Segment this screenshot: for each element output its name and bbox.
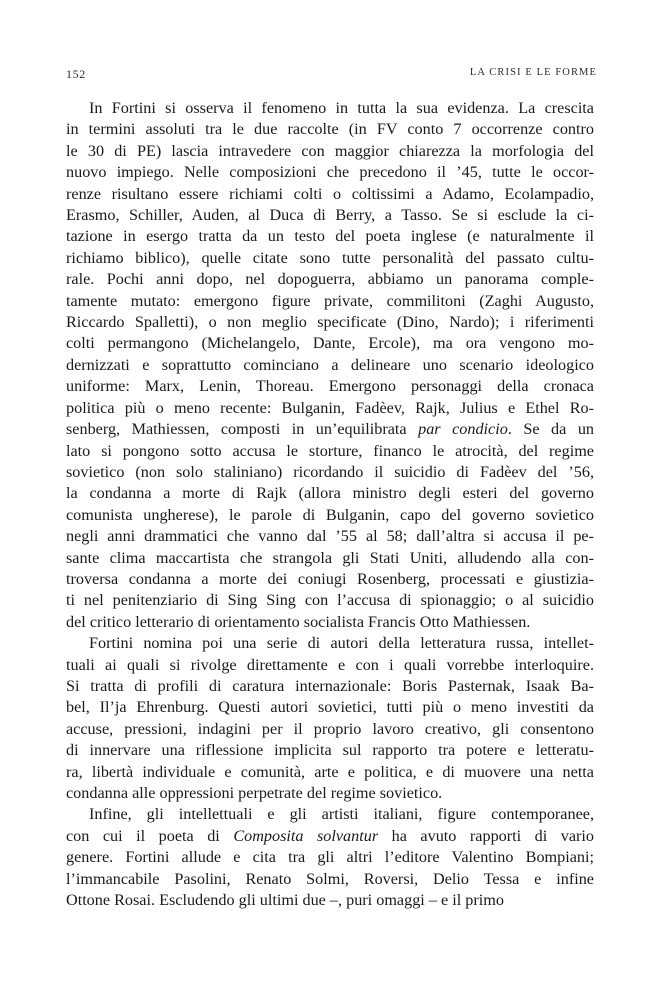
text-line: renze risultano essere richiami colti o coltissimi a Adamo, Ecolampadio, — [66, 184, 594, 203]
paragraph — [66, 804, 594, 911]
text-line: ra, libertà individuale e comunità, arte e politica, e di muovere una netta — [66, 762, 594, 781]
text-line: Ottone Rosai. Escludendo gli ultimi due –, puri omaggi – e il primo — [66, 891, 504, 910]
text-line: senberg, Mathiessen, composti in un’equilibrata par condicio. Se da un — [66, 420, 595, 439]
text-line: tamente mutato: emergono figure private, commilitoni (Zaghi Augusto, — [66, 291, 594, 310]
page-number: 152 — [66, 67, 86, 81]
text-line: comunista ungherese), le parole di Bulganin, capo del governo sovietico — [66, 505, 594, 524]
text-line: del critico letterario di orientamento socialista Francis Otto Mathiessen. — [66, 612, 531, 631]
text-line: ti nel penitenziario di Sing Sing con l’accusa di spionaggio; o al suicidio — [66, 591, 594, 610]
text-line: l’immancabile Pasolini, Renato Solmi, Roversi, Delio Tessa e infine — [66, 869, 594, 888]
paragraph — [66, 633, 594, 804]
text-line: Riccardo Spalletti), o non meglio specificate (Dino, Nardo); i riferimenti — [66, 313, 594, 332]
text-line: le 30 di PE) lascia intravedere con maggior chiarezza la morfologia del — [66, 141, 594, 160]
text-line: nuovo impiego. Nelle composizioni che precedono il ’45, tutte le occor- — [66, 163, 594, 182]
text-line: Infine, gli intellettuali e gli artisti italiani, figure contemporanee, — [89, 805, 594, 824]
text-line: tazione in esergo tratta da un testo del poeta inglese (e naturalmente il — [66, 227, 594, 246]
text-line: richiamo biblico), quelle citate sono tutte personalità del passato cultu- — [66, 248, 594, 267]
text-line: sovietico (non solo staliniano) ricordando il suicidio di Fadèev del ’56, — [66, 462, 594, 481]
text-line: politica più o meno recente: Bulganin, Fadèev, Rajk, Julius e Ethel Ro- — [66, 398, 594, 417]
text-line: Erasmo, Schiller, Auden, al Duca di Berry, a Tasso. Se si esclude la ci- — [66, 206, 594, 225]
text-line: rale. Pochi anni dopo, nel dopoguerra, abbiamo un panorama comple- — [66, 270, 594, 289]
text-line: colti permangono (Michelangelo, Dante, Ercole), ma ora vengono mo- — [66, 334, 594, 353]
text-line: tuali ai quali si rivolge direttamente e con i quali vorrebbe interloquire. — [66, 655, 594, 674]
paragraph — [66, 98, 594, 633]
text-line: Fortini nomina poi una serie di autori della letteratura russa, intellet- — [89, 634, 594, 653]
text-line: accuse, pressioni, indagini per il proprio lavoro creativo, gli consentono — [66, 719, 594, 738]
running-header — [66, 67, 597, 85]
text-line: troversa condanna a morte dei coniugi Rosenberg, processati e giustizia- — [66, 569, 594, 588]
italic-text: Composita solvantur — [233, 826, 379, 845]
text-line: uniforme: Marx, Lenin, Thoreau. Emergono personaggi della cronaca — [66, 377, 594, 396]
text-line: con cui il poeta di Composita solvantur ha avuto rapporti di vario — [66, 826, 594, 845]
text-line: bel, Il’ja Ehrenburg. Questi autori sovietici, tutti più o meno investiti da — [66, 698, 594, 717]
text-line: genere. Fortini allude e cita tra gli altri l’editore Valentino Bompiani; — [66, 848, 594, 867]
text-line: lato si pongono sotto accusa le storture, financo le atrocità, del regime — [66, 441, 594, 460]
body-text — [66, 98, 594, 911]
text-line: in termini assoluti tra le due raccolte (in FV conto 7 occorrenze contro — [66, 120, 594, 139]
text-line: condanna alle oppressioni perpetrate del regime sovietico. — [66, 784, 443, 802]
text-line: sante clima maccartista che strangola gli Stati Uniti, alludendo alla con- — [66, 548, 594, 567]
text-line: dernizzati e soprattutto cominciano a delineare uno scenario ideologico — [66, 355, 594, 374]
text-line: Si tratta di profili di caratura internazionale: Boris Pasternak, Isaak Ba- — [66, 676, 594, 695]
text-line: In Fortini si osserva il fenomeno in tutta la sua evidenza. La crescita — [89, 99, 594, 117]
text-line: la condanna a morte di Rajk (allora ministro degli esteri del governo — [66, 484, 594, 503]
running-title: LA CRISI E LE FORME — [469, 67, 597, 78]
italic-text: par condicio — [418, 420, 508, 439]
text-line: di innervare una riflessione implicita sul rapporto tra potere e letteratu- — [66, 741, 594, 760]
text-line: negli anni drammatici che vanno dal ’55 al 58; dall’altra si accusa il pe- — [66, 527, 594, 546]
